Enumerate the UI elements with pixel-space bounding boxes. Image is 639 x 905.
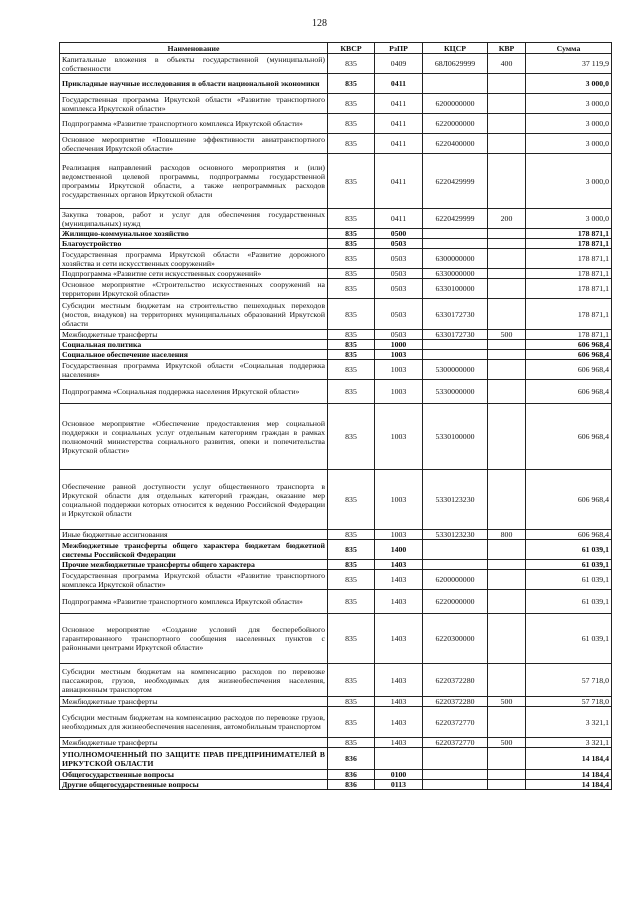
cell-name: Капитальные вложения в объекты государственной (муниципальной) собственности	[60, 54, 328, 74]
cell-sum: 14 184,4	[526, 770, 612, 780]
cell-kcsr	[423, 748, 488, 770]
cell-kcsr: 6220400000	[423, 134, 488, 154]
cell-sum: 61 039,1	[526, 540, 612, 560]
table-row	[60, 748, 612, 770]
cell-kvr	[488, 114, 526, 134]
cell-kvr	[488, 380, 526, 404]
cell-kvsr: 835	[328, 239, 375, 249]
cell-sum: 606 968,4	[526, 350, 612, 360]
cell-kcsr: 6220372280	[423, 664, 488, 697]
cell-rzpr: 1403	[375, 664, 423, 697]
cell-kcsr: 6220000000	[423, 590, 488, 614]
header-rzpr: РзПР	[375, 43, 423, 54]
cell-rzpr: 0503	[375, 330, 423, 340]
cell-kcsr	[423, 74, 488, 94]
cell-rzpr: 0411	[375, 134, 423, 154]
cell-kcsr: 6220429999	[423, 209, 488, 229]
table-row	[60, 707, 612, 738]
cell-rzpr: 0409	[375, 54, 423, 74]
cell-kvr	[488, 74, 526, 94]
cell-name: Основное мероприятие «Строительство искусственных сооружений на территории Иркутской области»	[60, 279, 328, 299]
table-row	[60, 239, 612, 249]
cell-rzpr: 1003	[375, 350, 423, 360]
cell-sum: 606 968,4	[526, 340, 612, 350]
cell-name: Социальная политика	[60, 340, 328, 350]
cell-name: Межбюджетные трансферты общего характера бюджетам бюджетной системы Российской Федерации	[60, 540, 328, 560]
cell-sum: 3 000,0	[526, 94, 612, 114]
cell-kvr	[488, 340, 526, 350]
cell-name: Социальное обеспечение населения	[60, 350, 328, 360]
cell-kvr: 200	[488, 209, 526, 229]
cell-kvr: 500	[488, 330, 526, 340]
cell-kvsr: 836	[328, 780, 375, 790]
cell-sum: 61 039,1	[526, 570, 612, 590]
cell-rzpr: 1003	[375, 530, 423, 540]
cell-sum: 178 871,1	[526, 269, 612, 279]
table-row	[60, 697, 612, 707]
cell-kvsr: 835	[328, 470, 375, 530]
cell-kcsr: 5330000000	[423, 380, 488, 404]
cell-kcsr: 6300000000	[423, 249, 488, 269]
cell-kvsr: 836	[328, 770, 375, 780]
table-row	[60, 330, 612, 340]
cell-name: Прочие межбюджетные трансферты общего характера	[60, 560, 328, 570]
cell-kcsr: 6330100000	[423, 279, 488, 299]
cell-kvr: 500	[488, 738, 526, 748]
cell-rzpr: 0503	[375, 239, 423, 249]
cell-name: Подпрограмма «Социальная поддержка населения Иркутской области»	[60, 380, 328, 404]
cell-kcsr	[423, 780, 488, 790]
cell-kvr	[488, 614, 526, 664]
cell-rzpr: 1400	[375, 540, 423, 560]
cell-kvr	[488, 404, 526, 470]
header-name: Наименование	[60, 43, 328, 54]
cell-kcsr	[423, 239, 488, 249]
cell-sum: 178 871,1	[526, 229, 612, 239]
cell-sum: 3 000,0	[526, 74, 612, 94]
cell-rzpr: 1403	[375, 614, 423, 664]
cell-kvsr: 835	[328, 360, 375, 380]
cell-rzpr: 1003	[375, 470, 423, 530]
cell-rzpr: 0500	[375, 229, 423, 239]
table-row	[60, 614, 612, 664]
cell-kvsr: 835	[328, 560, 375, 570]
cell-sum: 61 039,1	[526, 560, 612, 570]
cell-kcsr: 6220429999	[423, 154, 488, 209]
cell-sum: 606 968,4	[526, 530, 612, 540]
cell-kvsr: 835	[328, 697, 375, 707]
cell-name: Межбюджетные трансферты	[60, 738, 328, 748]
table-row	[60, 94, 612, 114]
table-row	[60, 470, 612, 530]
cell-kcsr: 5330100000	[423, 404, 488, 470]
cell-rzpr	[375, 748, 423, 770]
cell-kcsr	[423, 340, 488, 350]
cell-kvsr: 835	[328, 707, 375, 738]
cell-name: Государственная программа Иркутской области «Развитие транспортного комплекса Иркутской области»	[60, 94, 328, 114]
cell-kvsr: 835	[328, 154, 375, 209]
cell-kcsr: 6330000000	[423, 269, 488, 279]
cell-kvsr: 835	[328, 614, 375, 664]
cell-kvsr: 835	[328, 134, 375, 154]
cell-rzpr: 1403	[375, 590, 423, 614]
cell-name: Иные бюджетные ассигнования	[60, 530, 328, 540]
cell-sum: 178 871,1	[526, 330, 612, 340]
cell-kvsr: 835	[328, 404, 375, 470]
cell-kcsr: 5300000000	[423, 360, 488, 380]
table-row	[60, 380, 612, 404]
cell-rzpr: 1000	[375, 340, 423, 350]
cell-kcsr: 6200000000	[423, 570, 488, 590]
cell-kcsr	[423, 229, 488, 239]
cell-kcsr: 5330123230	[423, 470, 488, 530]
cell-rzpr: 1403	[375, 707, 423, 738]
table-row	[60, 269, 612, 279]
table-row	[60, 590, 612, 614]
cell-kvr	[488, 664, 526, 697]
cell-kvr	[488, 780, 526, 790]
cell-kcsr: 6220000000	[423, 114, 488, 134]
cell-kvsr: 835	[328, 540, 375, 560]
cell-sum: 178 871,1	[526, 299, 612, 330]
cell-name: Межбюджетные трансферты	[60, 697, 328, 707]
cell-kcsr	[423, 770, 488, 780]
cell-name: Основное мероприятие «Обеспечение предоставления мер социальной поддержки и социальных услуг отдельным категориям граждан в рамках полномочий министерства социального развития, опеки и попечительства Иркутской области»	[60, 404, 328, 470]
cell-kvsr: 835	[328, 74, 375, 94]
cell-sum: 178 871,1	[526, 279, 612, 299]
table-row	[60, 154, 612, 209]
cell-name: УПОЛНОМОЧЕННЫЙ ПО ЗАЩИТЕ ПРАВ ПРЕДПРИНИМАТЕЛЕЙ В ИРКУТСКОЙ ОБЛАСТИ	[60, 748, 328, 770]
cell-rzpr: 1403	[375, 570, 423, 590]
cell-name: Жилищно-коммунальное хозяйство	[60, 229, 328, 239]
cell-kvr	[488, 134, 526, 154]
cell-rzpr: 1403	[375, 560, 423, 570]
cell-kvsr: 835	[328, 738, 375, 748]
cell-kvr	[488, 590, 526, 614]
cell-name: Подпрограмма «Развитие транспортного комплекса Иркутской области»	[60, 590, 328, 614]
table-row	[60, 570, 612, 590]
cell-sum: 606 968,4	[526, 380, 612, 404]
cell-kvr	[488, 560, 526, 570]
table-row	[60, 340, 612, 350]
cell-sum: 606 968,4	[526, 470, 612, 530]
cell-name: Субсидии местным бюджетам на компенсацию расходов по перевозке пассажиров, грузов, необходимых для жизнеобеспечения населения, авиационным транспортом	[60, 664, 328, 697]
table-row	[60, 229, 612, 239]
table-row	[60, 279, 612, 299]
cell-sum: 57 718,0	[526, 697, 612, 707]
cell-kvr	[488, 94, 526, 114]
cell-name: Субсидии местным бюджетам на компенсацию расходов по перевозке грузов, необходимых для жизнеобеспечения населения, автомобильным транспортом	[60, 707, 328, 738]
cell-rzpr: 0113	[375, 780, 423, 790]
table-row	[60, 664, 612, 697]
cell-rzpr: 1003	[375, 404, 423, 470]
cell-sum: 178 871,1	[526, 249, 612, 269]
table-row	[60, 780, 612, 790]
table-row	[60, 299, 612, 330]
cell-kcsr	[423, 560, 488, 570]
cell-kvr	[488, 239, 526, 249]
cell-rzpr: 1003	[375, 360, 423, 380]
cell-name: Государственная программа Иркутской области «Развитие транспортного комплекса Иркутской области»	[60, 570, 328, 590]
cell-rzpr: 0503	[375, 279, 423, 299]
cell-kvr	[488, 770, 526, 780]
table-row	[60, 74, 612, 94]
cell-kcsr: 6330172730	[423, 299, 488, 330]
cell-sum: 178 871,1	[526, 239, 612, 249]
header-kvr: КВР	[488, 43, 526, 54]
table-row	[60, 360, 612, 380]
cell-sum: 61 039,1	[526, 590, 612, 614]
cell-rzpr: 0411	[375, 94, 423, 114]
cell-kvsr: 835	[328, 299, 375, 330]
cell-kvsr: 835	[328, 664, 375, 697]
cell-rzpr: 0503	[375, 299, 423, 330]
table-row	[60, 770, 612, 780]
cell-kvsr: 835	[328, 350, 375, 360]
header-sum: Сумма	[526, 43, 612, 54]
cell-kvr	[488, 707, 526, 738]
cell-sum: 61 039,1	[526, 614, 612, 664]
cell-name: Подпрограмма «Развитие транспортного комплекса Иркутской области»	[60, 114, 328, 134]
cell-kvsr: 835	[328, 340, 375, 350]
cell-kvsr: 835	[328, 229, 375, 239]
cell-kvsr: 835	[328, 279, 375, 299]
cell-kvr	[488, 299, 526, 330]
cell-kvr	[488, 154, 526, 209]
cell-rzpr: 1403	[375, 697, 423, 707]
cell-kvr: 500	[488, 697, 526, 707]
table-header	[60, 43, 612, 54]
cell-rzpr: 1003	[375, 380, 423, 404]
cell-sum: 3 000,0	[526, 134, 612, 154]
table-row	[60, 54, 612, 74]
cell-kvr	[488, 279, 526, 299]
cell-rzpr: 0411	[375, 114, 423, 134]
cell-sum: 57 718,0	[526, 664, 612, 697]
cell-rzpr: 0411	[375, 74, 423, 94]
cell-rzpr: 0503	[375, 249, 423, 269]
cell-kvsr: 835	[328, 330, 375, 340]
cell-sum: 14 184,4	[526, 780, 612, 790]
table-body	[60, 54, 612, 790]
cell-kvr	[488, 540, 526, 560]
cell-kvsr: 835	[328, 209, 375, 229]
cell-sum: 37 119,9	[526, 54, 612, 74]
cell-kvr	[488, 360, 526, 380]
cell-sum: 3 321,1	[526, 707, 612, 738]
cell-sum: 3 000,0	[526, 114, 612, 134]
cell-kvsr: 835	[328, 570, 375, 590]
table-row	[60, 738, 612, 748]
cell-kvsr: 835	[328, 590, 375, 614]
table-row	[60, 249, 612, 269]
cell-name: Государственная программа Иркутской области «Развитие дорожного хозяйства и сети искусственных сооружений»	[60, 249, 328, 269]
header-row	[60, 43, 612, 54]
cell-name: Благоустройство	[60, 239, 328, 249]
cell-kvsr: 835	[328, 269, 375, 279]
table-row	[60, 209, 612, 229]
cell-name: Прикладные научные исследования в области национальной экономики	[60, 74, 328, 94]
cell-sum: 3 000,0	[526, 209, 612, 229]
table-row	[60, 404, 612, 470]
cell-rzpr: 1403	[375, 738, 423, 748]
table-row	[60, 530, 612, 540]
cell-name: Закупка товаров, работ и услуг для обеспечения государственных (муниципальных) нужд	[60, 209, 328, 229]
cell-rzpr: 0411	[375, 209, 423, 229]
cell-kcsr	[423, 540, 488, 560]
cell-name: Общегосударственные вопросы	[60, 770, 328, 780]
cell-name: Государственная программа Иркутской области «Социальная поддержка населения»	[60, 360, 328, 380]
cell-name: Субсидии местным бюджетам на строительство пешеходных переходов (мостов, виадуков) на территориях муниципальных образований Иркутской области	[60, 299, 328, 330]
cell-kcsr: 6200000000	[423, 94, 488, 114]
cell-kvr	[488, 570, 526, 590]
table-row	[60, 134, 612, 154]
cell-kvr	[488, 249, 526, 269]
cell-kvsr: 836	[328, 748, 375, 770]
cell-rzpr: 0503	[375, 269, 423, 279]
cell-kvr	[488, 269, 526, 279]
cell-kcsr: 5330123230	[423, 530, 488, 540]
cell-name: Подпрограмма «Развитие сети искусственных сооружений»	[60, 269, 328, 279]
cell-name: Другие общегосударственные вопросы	[60, 780, 328, 790]
page-number: 128	[312, 18, 327, 29]
cell-rzpr: 0411	[375, 154, 423, 209]
cell-name: Основное мероприятие «Повышение эффективности авиатранспортного обеспечения Иркутской области»	[60, 134, 328, 154]
cell-kvsr: 835	[328, 94, 375, 114]
cell-kvr	[488, 350, 526, 360]
cell-kvr: 400	[488, 54, 526, 74]
cell-kvsr: 835	[328, 249, 375, 269]
cell-kcsr: 6220372770	[423, 738, 488, 748]
cell-sum: 3 321,1	[526, 738, 612, 748]
cell-rzpr: 0100	[375, 770, 423, 780]
cell-kvsr: 835	[328, 380, 375, 404]
cell-sum: 606 968,4	[526, 404, 612, 470]
cell-name: Реализация направлений расходов основного мероприятия и (или) ведомственной целевой программы, подпрограммы государственной программы Иркутской области, а также непрограммных расходов государственных органов Иркутской области	[60, 154, 328, 209]
cell-kvsr: 835	[328, 54, 375, 74]
cell-name: Межбюджетные трансферты	[60, 330, 328, 340]
cell-sum: 14 184,4	[526, 748, 612, 770]
cell-kvr	[488, 229, 526, 239]
table-row	[60, 114, 612, 134]
cell-kcsr: 68Л0629999	[423, 54, 488, 74]
cell-sum: 606 968,4	[526, 360, 612, 380]
cell-kcsr: 6220372770	[423, 707, 488, 738]
table-row	[60, 560, 612, 570]
budget-table	[59, 42, 612, 790]
cell-kvsr: 835	[328, 530, 375, 540]
cell-kvsr: 835	[328, 114, 375, 134]
cell-kvr	[488, 470, 526, 530]
cell-name: Обеспечение равной доступности услуг общественного транспорта в Иркутской области для отдельных категорий граждан, оказание мер социальной поддержки которых относится к ведению Российской Федерации и Иркутской области	[60, 470, 328, 530]
cell-kcsr: 6330172730	[423, 330, 488, 340]
cell-kvr	[488, 748, 526, 770]
cell-kcsr: 6220372280	[423, 697, 488, 707]
cell-kvr: 800	[488, 530, 526, 540]
cell-kcsr	[423, 350, 488, 360]
cell-name: Основное мероприятие «Создание условий для бесперебойного гарантированного транспортного сообщения населенных пунктов с районными центрами Иркутской области»	[60, 614, 328, 664]
header-kcsr: КЦСР	[423, 43, 488, 54]
header-kvsr: КВСР	[328, 43, 375, 54]
table-row	[60, 350, 612, 360]
cell-sum: 3 000,0	[526, 154, 612, 209]
cell-kcsr: 6220300000	[423, 614, 488, 664]
table-row	[60, 540, 612, 560]
